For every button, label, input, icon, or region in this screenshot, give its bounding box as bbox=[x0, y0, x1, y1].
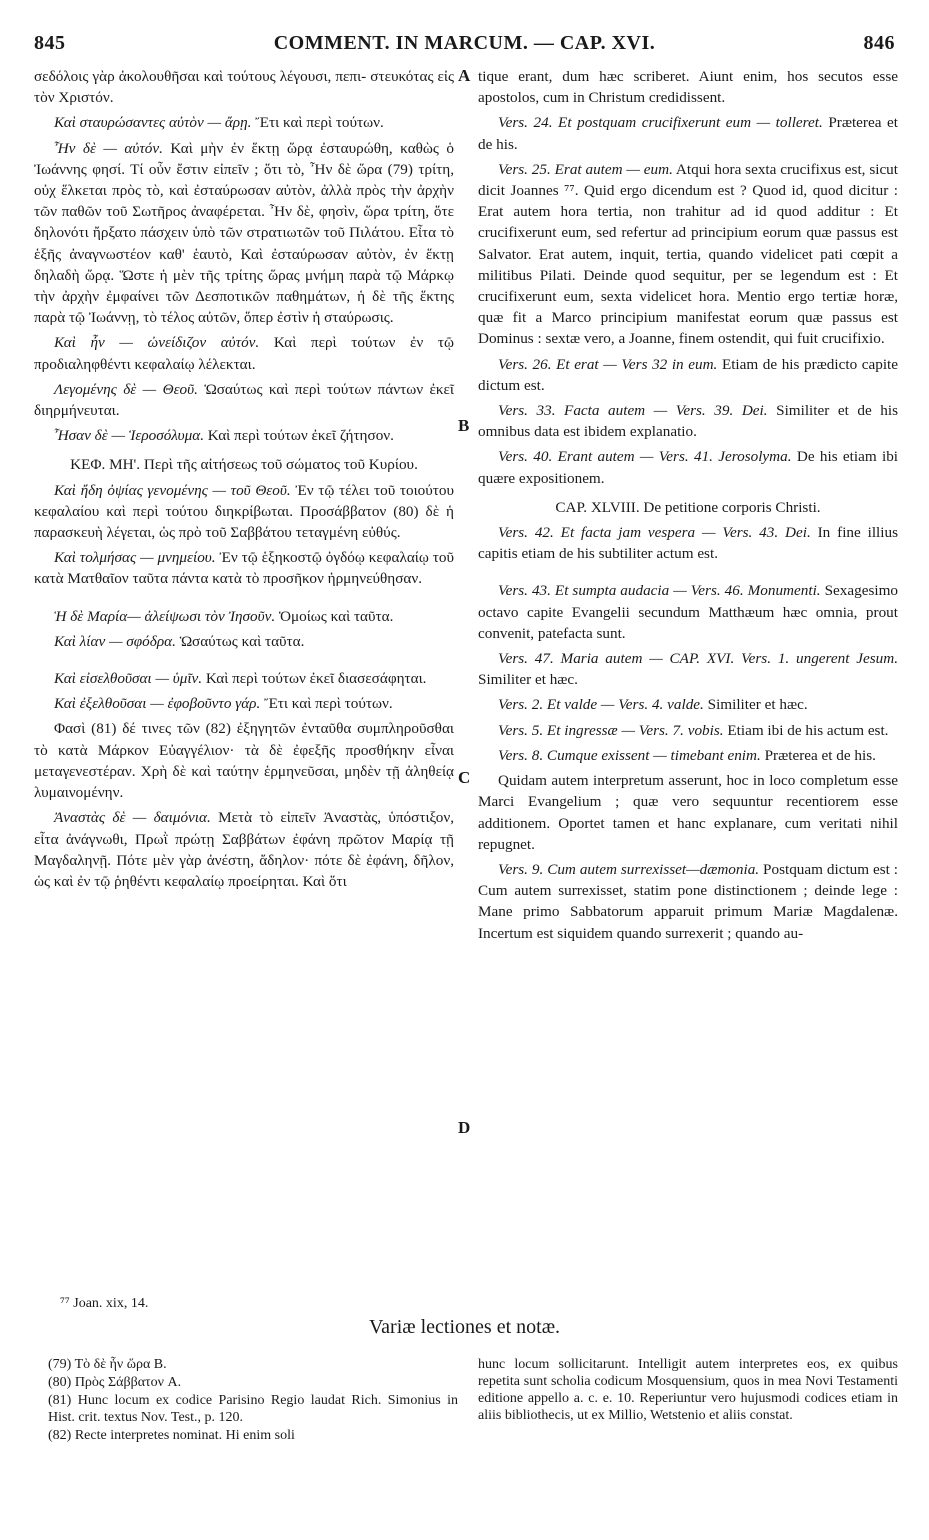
latin-column bbox=[478, 66, 898, 948]
greek-chapter-heading: ΚΕΦ. ΜΗ'. Περὶ τῆς αἰτήσεως τοῦ σώματος τοῦ Κυρίου. bbox=[70, 456, 418, 474]
latin-paragraph bbox=[478, 354, 898, 396]
left-note: (80) Πρὸς Σάββατον A. bbox=[48, 1375, 182, 1390]
left-page-number: 845 bbox=[34, 32, 66, 54]
greek-paragraph bbox=[34, 693, 454, 714]
latin-text: Præterea et de his. bbox=[764, 746, 876, 764]
latin-lemma: Vers. 26. Et erat — Vers 32 in eum. bbox=[498, 355, 718, 373]
latin-paragraph bbox=[478, 400, 898, 442]
greek-lemma: Ἦν δὲ — αὐτόν. bbox=[54, 139, 163, 157]
margin-marker-d: D bbox=[458, 1118, 471, 1137]
greek-lemma: Λεγομένης δὲ — Θεοῦ. bbox=[54, 380, 198, 398]
latin-lemma: Vers. 8. Cumque exissent — timebant enim. bbox=[498, 746, 761, 764]
latin-text: Similiter et de his omnibus data est ibidem explanatio. bbox=[478, 402, 898, 441]
greek-paragraph bbox=[34, 606, 454, 627]
greek-paragraph bbox=[34, 332, 454, 374]
latin-chapter-heading: CAP. XLVIII. De petitione corporis Christi. bbox=[555, 498, 821, 516]
latin-paragraph bbox=[478, 859, 898, 944]
left-note: (79) Τὸ δὲ ἦν ὥρα B. bbox=[48, 1357, 167, 1372]
latin-paragraph bbox=[478, 112, 898, 154]
latin-text: Præterea et de his. bbox=[478, 114, 898, 153]
greek-lemma: Ἦσαν δὲ — Ἱεροσόλυμα. bbox=[54, 427, 204, 445]
margin-marker-b: B bbox=[458, 416, 470, 435]
latin-lemma: Vers. 43. Et sumpta audacia — Vers. 46. Monumenti. bbox=[498, 582, 821, 600]
greek-text: Ὡσαύτως καὶ περὶ τούτων πάντων ἐκεῖ διηρμήνευται. bbox=[34, 380, 454, 420]
footnote: ⁷⁷ Joan. xix, 14. bbox=[60, 1296, 149, 1311]
greek-lemma: Καὶ ἦν — ὠνείδιζον αὐτόν. bbox=[54, 334, 260, 352]
greek-paragraph bbox=[34, 547, 454, 589]
running-header bbox=[34, 32, 895, 58]
greek-text: σεδόλοις γὰρ ἀκολουθῆσαι καὶ τούτους λέγουσι, πεπι- στευκότας εἰς τὸν Χριστόν. bbox=[34, 68, 454, 107]
latin-spacer bbox=[478, 568, 898, 580]
latin-text: De his etiam ibi quære expositionem. bbox=[478, 448, 899, 487]
greek-paragraph bbox=[34, 379, 454, 421]
greek-text: Μετὰ τὸ εἰπεῖν Ἀναστὰς, ὑπόστιξον, εἶτα ἀνάγνωθι, Πρωῒ πρώτῃ Σαββάτων ἐφάνη πρῶτον Μαρίᾳ τῇ Μαγδαληνῇ. Πότε μὲν γὰρ ἀνέστη, ἄδηλον· πότε δὲ ἐφάνη, δῆλον, ὡς καὶ ἐν τῷ ῥηθέντι κεφαλαίῳ προείρηται. Καὶ ὅτι bbox=[34, 809, 454, 890]
greek-text: Ἐν τῷ τέλει τοῦ τοιούτου κεφαλαίου καὶ περὶ τούτου διηκρίβωται. Προσάββατον (80) δὲ ἡ παρασκευὴ λέγεται, ὡς πρὸ τοῦ Σαββάτου τεταγμένη εὐθύς. bbox=[34, 481, 455, 542]
latin-lemma: Vers. 25. Erat autem — eum. bbox=[498, 160, 673, 178]
latin-lemma: Vers. 33. Facta autem — Vers. 39. Dei. bbox=[498, 402, 768, 420]
variae-lectiones-title: Variæ lectiones et notæ. bbox=[368, 1316, 561, 1338]
latin-paragraph bbox=[478, 522, 898, 564]
latin-text: Quidam autem interpretum asserunt, hoc in loco completum esse Marci Evangelium ; quæ vero sequuntur recentiorem esse additionem. Oportet tamen et hanc explanare, cum veritati nihil repugnet. bbox=[478, 772, 898, 853]
latin-paragraph bbox=[478, 694, 898, 715]
greek-paragraph bbox=[34, 718, 454, 803]
greek-lemma: Ἀναστὰς δὲ — δαιμόνια. bbox=[54, 809, 211, 827]
greek-text: Καὶ περὶ τούτων ἐκεῖ διασεσάφηται. bbox=[205, 670, 427, 688]
latin-text: tique erant, dum hæc scriberet. Aiunt enim, hos secutos esse apostolos, cum in Christum credidissent. bbox=[478, 68, 898, 107]
latin-lemma: Vers. 24. Et postquam crucifixerunt eum — tolleret. bbox=[498, 114, 823, 132]
notes-left bbox=[48, 1356, 458, 1445]
latin-lemma: Vers. 42. Et facta jam vespera — Vers. 43. Dei. bbox=[498, 524, 811, 542]
left-note: (82) Recte interpretes nominat. Hi enim soli bbox=[48, 1428, 295, 1443]
running-title: COMMENT. IN MARCUM. — CAP. XVI. bbox=[273, 32, 656, 54]
greek-text: Καὶ περὶ τούτων ἐκεῖ ζήτησον. bbox=[207, 427, 394, 445]
latin-text: Similiter et hæc. bbox=[707, 696, 808, 714]
greek-paragraph bbox=[34, 631, 454, 652]
latin-paragraph bbox=[478, 66, 898, 108]
right-page-number: 846 bbox=[863, 32, 895, 54]
greek-paragraph bbox=[34, 66, 454, 108]
greek-lemma: Καὶ λίαν — σφόδρα. bbox=[54, 632, 176, 650]
greek-paragraph bbox=[34, 480, 454, 544]
latin-lemma: Vers. 40. Erant autem — Vers. 41. Jerosolyma. bbox=[498, 448, 792, 466]
latin-text: Sexagesimo octavo capite Evangelii secundum Matthæum hæc omnia, prout convenit, patefacta sunt. bbox=[478, 582, 899, 642]
latin-lemma: Vers. 9. Cum autem surrexisset—dæmonia. bbox=[498, 860, 760, 878]
greek-text: Φασὶ (81) δέ τινες τῶν (82) ἐξηγητῶν ἐνταῦθα συμπληροῦσθαι τὸ κατὰ Μάρκον Εὐαγγέλιον· τὰ δὲ ἐφεξῆς προσθήκην εἶναι μεταγενεστέραν. Χρὴ δὲ καὶ ταύτην ἑρμηνεῦσαι, μηδὲν τῇ ἀληθείᾳ λυμαινομένην. bbox=[34, 720, 454, 802]
greek-paragraph bbox=[34, 807, 454, 892]
notes-right bbox=[478, 1356, 898, 1425]
greek-text: Ὁμοίως καὶ ταῦτα. bbox=[278, 607, 394, 625]
latin-text: In fine illius capitis etiam de his subtiliter actum est. bbox=[478, 524, 898, 563]
margin-marker-a: A bbox=[458, 66, 471, 85]
greek-lemma: Καὶ τολμήσας — μνημείου. bbox=[54, 549, 216, 567]
greek-text: Ὡσαύτως καὶ ταῦτα. bbox=[179, 632, 305, 650]
greek-paragraph bbox=[34, 138, 454, 329]
latin-paragraph bbox=[478, 648, 898, 690]
latin-paragraph bbox=[478, 446, 898, 488]
greek-column bbox=[34, 66, 454, 896]
latin-text: Similiter et hæc. bbox=[478, 671, 578, 689]
greek-text: Ἔτι καὶ περὶ τούτων. bbox=[264, 695, 393, 713]
right-note: hunc locum sollicitarunt. Intelligit autem interpretes eos, ex quibus repetita sunt scholia codicum Mosquensium, quos in mea Novi Testamenti editione appello a. c. e. 10. Reperiuntur vero hujusmodi codices etiam in aliis bibliothecis, ut ex Millio, Wetstenio et aliis constat. bbox=[478, 1357, 898, 1423]
margin-marker-c: C bbox=[458, 768, 471, 787]
greek-lemma: Καὶ ἤδη ὀψίας γενομένης — τοῦ Θεοῦ. bbox=[54, 481, 291, 499]
latin-lemma: Vers. 2. Et valde — Vers. 4. valde. bbox=[498, 696, 704, 714]
latin-text: Postquam dictum est : Cum autem surrexisset, statim pone distinctionem ; deinde lege : Mane primo Sabbatorum apparuit primum Mariæ Magdalenæ. Incertum est siquidem quando surrexerit ; quando au- bbox=[478, 860, 899, 942]
latin-text: Atqui hora sexta crucifixus est, sicut dicit Joannes ⁷⁷. Quid ergo dicendum est ? Quod id, quod dicitur : Erat autem hora tertia, non trahitur ad id quod additur : Et crucifixerunt eum, sed refertur ad principium eorum quæ passus est Salvator. Erat autem, inquit, tertia, quando videlicet pati cœpit a militibus Pilati. Deinde quod sequitur, per se legendum est : Et crucifixerunt eum, sexta videlicet hora. Mentio ergo tertiæ horæ, quæ fit a Marco principium manifestat eorum quæ passus est Dominus : sextæ vero, a Joanne, finem ostendit, qui fuit crucifixio. bbox=[478, 160, 898, 348]
greek-text: Ἐν τῷ ἑξηκοστῷ ὀγδόῳ κεφαλαίῳ τοῦ κατὰ Ματθαῖον ταῦτα πάντα κατὰ τὸ προσῆκον ἡρμηνεύθησαν. bbox=[34, 549, 454, 588]
latin-paragraph bbox=[478, 720, 898, 741]
greek-paragraph bbox=[34, 112, 454, 133]
greek-text: Καὶ περὶ τούτων ἐν τῷ προδιαληφθέντι κεφαλαίῳ λέλεκται. bbox=[34, 334, 455, 373]
latin-text: Etiam de his prædicto capite dictum est. bbox=[478, 355, 899, 394]
greek-lemma: Καὶ ἐξελθοῦσαι — ἐφοβοῦντο γάρ. bbox=[54, 695, 261, 713]
latin-paragraph bbox=[478, 580, 898, 644]
latin-paragraph bbox=[478, 159, 898, 350]
greek-paragraph bbox=[34, 425, 454, 446]
greek-paragraph bbox=[34, 668, 454, 689]
latin-paragraph bbox=[478, 745, 898, 766]
left-note: (81) Hunc locum ex codice Parisino Regio laudat Rich. Simonius in Hist. crit. textus Nov. Test., p. 120. bbox=[48, 1393, 458, 1425]
greek-spacer bbox=[34, 594, 454, 606]
greek-lemma: Καὶ σταυρώσαντες αὐτὸν — ἄρῃ. bbox=[54, 114, 252, 132]
latin-paragraph bbox=[478, 770, 898, 855]
greek-spacer bbox=[34, 656, 454, 668]
greek-lemma: Ἡ δὲ Μαρία— ἀλείψωσι τὸν Ἰησοῦν. bbox=[54, 607, 276, 625]
greek-text: Ἔτι καὶ περὶ τούτων. bbox=[255, 114, 384, 132]
greek-text: Καὶ μὴν ἐν ἕκτῃ ὥρᾳ ἐσταυρώθη, καθὼς ὁ Ἰωάννης φησί. Τί οὖν ἔστιν εἰπεῖν ; ὅτι τὸ, Ἦν δὲ ὥρα (79) τρίτη, οὐχ ἕλκεται πρὸς τὸ, καὶ ἐσταύρωσαν αὐτὸν, ἀλλὰ πρὸς τὴν ἀρχὴν τῶν παθῶν τοῦ Σωτῆρος ἀναφέρεται. Ἦν δὲ, φησὶν, ὥρα τρίτη, ὅτε δηλονότι ἤρξατο πάσχειν ὑπὸ τῶν στρατιωτῶν τοῦ Πιλάτου. Εἶτα τὸ ἑξῆς ἀναγνωστέον καθ' ἑαυτὸ, Καὶ ἐσταύρωσαν αὐτὸν, ἐν ἕκτῃ δηλαδὴ ὥρᾳ. Ὥστε ἡ μὲν τῆς τρίτης ὥρας μνήμη παρὰ τῷ Μάρκῳ τὴν ἀρχὴν ἐμφαίνει τῶν Δεσποτικῶν παθημάτων, ἡ δὲ τῆς ἕκτης παρὰ τῷ Ἰωάννῃ, τὸ τέλος αὐτῶν, ὅπερ ἐστὶν ἡ σταύρωσις. bbox=[34, 139, 455, 327]
latin-lemma: Vers. 5. Et ingressæ — Vers. 7. vobis. bbox=[498, 721, 724, 739]
greek-lemma: Καὶ εἰσελθοῦσαι — ὑμῖν. bbox=[54, 670, 203, 688]
latin-text: Etiam ibi de his actum est. bbox=[727, 721, 889, 739]
latin-lemma: Vers. 47. Maria autem — CAP. XVI. Vers. 1. ungerent Jesum. bbox=[498, 650, 898, 668]
